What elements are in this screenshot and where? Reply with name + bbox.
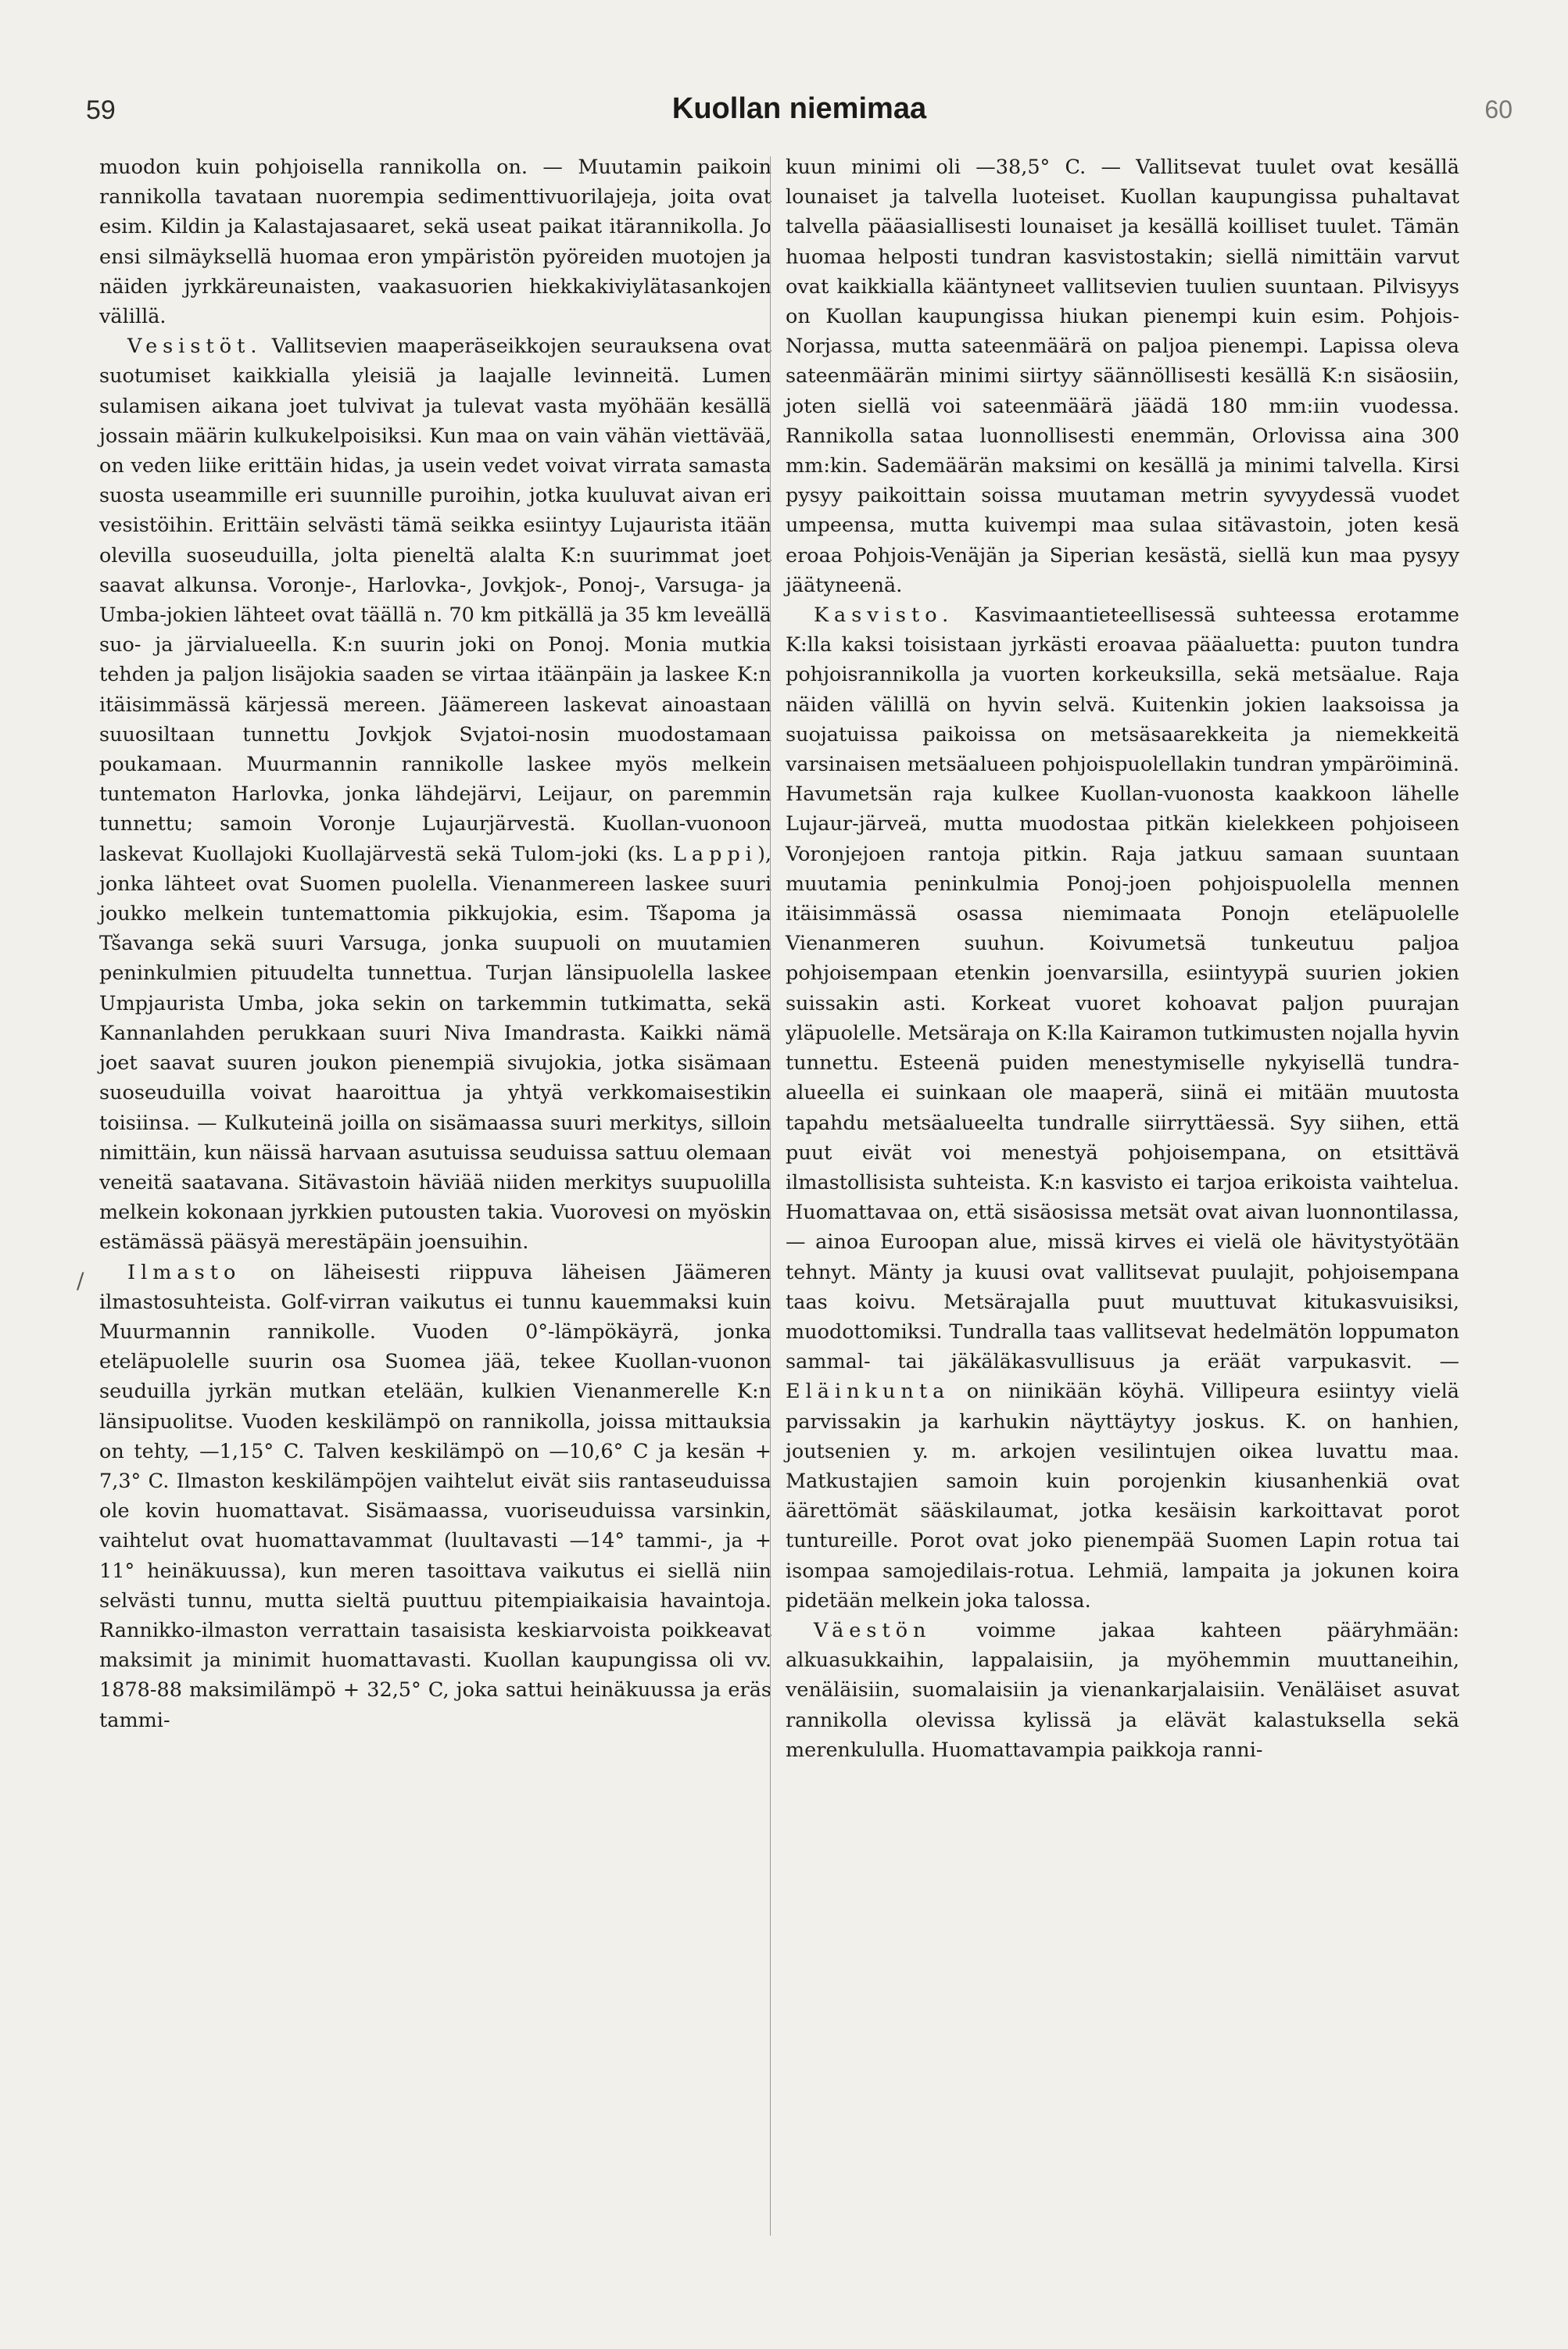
page-number-left: 59 (86, 95, 116, 125)
paragraph-climate (99, 1258, 771, 1735)
paragraph-text: muodon kuin pohjoisella rannikolla on. — Muutamin paikoin rannikolla tavataan nuorempia sedimenttivuorilajeja, joita ovat esim. Kildin ja Kalastajasaaret, sekä useat paikat itärannikolla. Jo ensi silmäyksellä huomaa eron ympäristön pyöreiden muotojen ja näiden jyrkkäreunaisten, vaakasuorien hiekkakiviylätasankojen välillä. (99, 156, 771, 329)
paragraph-text: on niinikään köyhä. Villipeura esiintyy vielä parvissakin ja karhukin näyttäytyy joskus. K. on hanhien, joutsenien y. m. arkojen vesilintujen oikea luvattu maa. Matkustajien samoin kuin porojenkin kiusanhenkiä ovat äärettömät sääskilaumat, jotka kesäisin karkoittavat porot tuntureille. Porot ovat joko pienempää Suomen Lapin rotua tai isompaa samojedilais-rotua. Lehmiä, lampaita ja jokunen koira pidetään melkein joka talossa. (786, 1380, 1460, 1613)
paragraph-geology (99, 152, 771, 331)
margin-mark: / (77, 1268, 84, 1294)
section-heading-ilmasto: Ilmasto (127, 1260, 242, 1284)
paragraph-text: Vallitsevien maaperäseikkojen seurauksena ovat suotumiset kaikkialla yleisiä ja laajalle levinneitä. Lumen sulamisen aikana joet tulvivat ja tulevat vasta myöhään kesällä jossain määrin kulkukelpoisiksi. Kun maa on vain vähän viettävää, on veden liike erittäin hidas, ja usein vedet voivat virrata samasta suosta useammille eri suunnille puroihin, jotka kuuluvat aivan eri vesistöihin. Erittäin selvästi tämä seikka esiintyy Lujaurista itään olevilla suoseuduilla, jolta pieneltä alalta K:n suurimmat joet saavat alkunsa. Voronje-, Harlovka-, Jovkjok-, Ponoj-, Varsuga- ja Umba-jokien lähteet ovat täällä n. 70 km pitkällä ja 35 km leveällä suo- ja järvialueella. K:n suurin joki on Ponoj. Monia mutkia tehden ja paljon lisäjokia saaden se virtaa itäänpäin ja laskee K:n itäisimmässä kärjessä mereen. Jäämereen laskevat ainoastaan suuosiltaan tunnettu Jovkjok Svjatoi-nosin muodostamaan poukamaan. Muurmannin rannikolle laskee myös melkein tuntematon Harlovka, jonka lähdejärvi, Leijaur, on paremmin tunnettu; samoin Voronje Lujaurjärvestä. Kuollan-vuonoon laskevat Kuollajoki Kuollajärvestä sekä Tulom-joki (ks. (99, 335, 772, 866)
paragraph-text: ), jonka lähteet ovat Suomen puolella. Vienanmereen laskee suuri joukko melkein tuntemattomia pikkujokia, esim. Tšapoma ja Tšavanga sekä suuri Varsuga, jonka suupuoli on muutamien peninkulmien pituudelta tunnettua. Turjan länsipuolella laskee Umpjaurista Umba, joka sekin on tarkemmin tutkimatta, sekä Kannanlahden perukkaan suuri Niva Imandrasta. Kaikki nämä joet saavat suuren joukon pienempiä sivujokia, jotka sisämaan suoseuduilla voivat haaroittua ja yhtyä verkkomaisestikin toisiinsa. — Kulkuteinä joilla on sisämaassa suuri merkitys, silloin nimittäin, kun näissä harvaan asutuissa seuduissa sattuu olemaan veneitä saatavana. Sitävastoin häviää niiden merkitys suupuolilla melkein kokonaan jyrkkien putousten takia. Vuorovesi on myöskin estämässä pääsyä merestäpäin joensuihin. (99, 842, 772, 1255)
section-heading-vesistot: Vesistöt. (127, 335, 263, 359)
paragraph-population (786, 1616, 1459, 1765)
page-header (86, 92, 1513, 142)
cross-reference: Lappi (673, 842, 757, 866)
section-heading-kasvisto: Kasvisto. (814, 603, 954, 628)
paragraph-text: Kasvimaantieteellisessä suhteessa erotamme K:lla kaksi toisistaan jyrkästi eroavaa pääaluetta: puuton tundra pohjoisrannikolla ja vuorten korkeuksilla, sekä metsäalue. Raja näiden välillä on hyvin selvä. Kuitenkin jokien laaksoissa ja suojatuissa paikoissa on metsäsaarekkeita ja niemekkeitä varsinaisen metsäalueen pohjoispuolellakin tundran ympäröiminä. Havumetsän raja kulkee Kuollan-vuonosta kaakkoon lähelle Lujaur-järveä, mutta muodostaa pitkän kielekkeen pohjoiseen Voronjejoen rantoja pitkin. Raja jatkuu samaan suuntaan muutamia peninkulmia Ponoj-joen pohjoispuolella mennen itäisimmässä osassa niemimaata Ponojn eteläpuolelle Vienanmeren suuhun. Koivumetsä tunkeutuu paljoa pohjoisempaan etenkin joenvarsilla, esiintyypä suurien jokien suissakin asti. Korkeat vuoret kohoavat paljon puurajan yläpuolelle. Metsäraja on K:lla Kairamon tutkimusten nojalla hyvin tunnettu. Esteenä puiden menestymiselle nykyisellä tundra-alueella ei suinkaan ole maaperä, siinä ei mitään muutosta tapahdu metsäalueelta tundralle siirryttäessä. Syy siihen, että puut eivät voi menestyä pohjoisempana, on etsittävä ilmastollisista suhteista. K:n kasvisto ei tarjoa erikoista vaihtelua. Huomattavaa on, että sisäosissa metsät ovat aivan luonnontilassa, — ainoa Euroopan alue, missä kirves ei vielä ole hävitystyötään tehnyt. Mänty ja kuusi ovat vallitsevat puulajit, pohjoisempana taas koivu. Metsärajalla puut muuttuvat kitukasvuisiksi, muodottomiksi. Tundralla taas vallitsevat hedelmätön loppumaton sammal- tai jäkäläkasvullisuus ja eräät varpukasvit. — (786, 603, 1460, 1374)
left-column (99, 152, 771, 1735)
paragraph-text: voimme jakaa kahteen pääryhmään: alkuasukkaihin, lappalaisiin, ja myöhemmin muuttaneihin, venäläisiin, suomalaisiin ja vienankarjalaisiin. Venäläiset asuvat rannikolla olevissa kylissä ja elävät kalastuksella sekä merenkululla. Huomattavampia paikkoja ranni- (786, 1618, 1459, 1762)
right-column (786, 152, 1459, 1765)
paragraph-text: on läheisesti riippuva läheisen Jäämeren ilmastosuhteista. Golf-virran vaikutus ei tunnu kauemmaksi kuin Muurmannin rannikolle. Vuoden 0°-lämpökäyrä, jonka eteläpuolelle suurin osa Suomea jää, tekee Kuollan-vuonon seuduilla jyrkän mutkan etelään, kulkien Vienanmerelle K:n länsipuolitse. Vuoden keskilämpö on rannikolla, joissa mittauksia on tehty, —1,15° C. Talven keskilämpö on —10,6° C ja kesän + 7,3° C. Ilmaston keskilämpöjen vaihtelut eivät siis rantaseuduissa ole kovin huomattavat. Sisämaassa, vuoriseuduissa varsinkin, vaihtelut ovat huomattavammat (luultavasti —14° tammi-, ja + 11° heinäkuussa), kun meren tasoittava vaikutus ei siellä niin selvästi tunnu, mutta sieltä puuttuu pitempiaikaisia havaintoja. Rannikko-ilmaston verrattain tasaisista keskiarvoista poikkeavat maksimit ja minimit huomattavasti. Kuollan kaupungissa oli vv. 1878-88 maksimilämpö + 32,5° C, joka sattui heinäkuussa ja eräs tammi- (99, 1260, 771, 1732)
paragraph-waters (99, 331, 771, 1257)
section-heading-vaesto: Väestön (814, 1618, 932, 1642)
paragraph-text: kuun minimi oli —38,5° C. — Vallitsevat tuulet ovat kesällä lounaiset ja talvella luoteiset. Kuollan kaupungissa puhaltavat talvella pääasiallisesti lounaiset ja kesällä koilliset tuulet. Tämän huomaa helposti tundran kasvistostakin; siellä nimittäin varvut ovat kaikkialla kääntyneet vallitsevien tuulien suuntaan. Pilvisyys on Kuollan kaupungissa hiukan pienempi kuin esim. Pohjois-Norjassa, mutta sateenmäärä on paljoa pienempi. Lapissa oleva sateenmäärän minimi siirtyy säännöllisesti kesällä K:n sisäosiin, joten siellä voi sateenmäärä jäädä 180 mm:iin vuodessa. Rannikolla sataa luonnollisesti enemmän, Orlovissa aina 300 mm:kin. Sademäärän maksimi on kesällä ja minimi talvella. Kirsi pysyy paikoittain soissa muutaman metrin syvyydessä vuodet umpeensa, mutta kuivempi maa sulaa sitävastoin, joten kesä eroaa Pohjois-Venäjän ja Siperian kesästä, siellä kun maa pysyy jäätyneenä. (786, 156, 1459, 597)
column-divider (770, 156, 771, 2236)
paragraph-flora (786, 600, 1459, 1616)
page-number-right: 60 (1484, 95, 1513, 124)
page-title: Kuollan niemimaa (671, 92, 927, 125)
section-heading-elainkunta: Eläinkunta (786, 1380, 950, 1404)
paragraph-climate-cont (786, 152, 1459, 600)
